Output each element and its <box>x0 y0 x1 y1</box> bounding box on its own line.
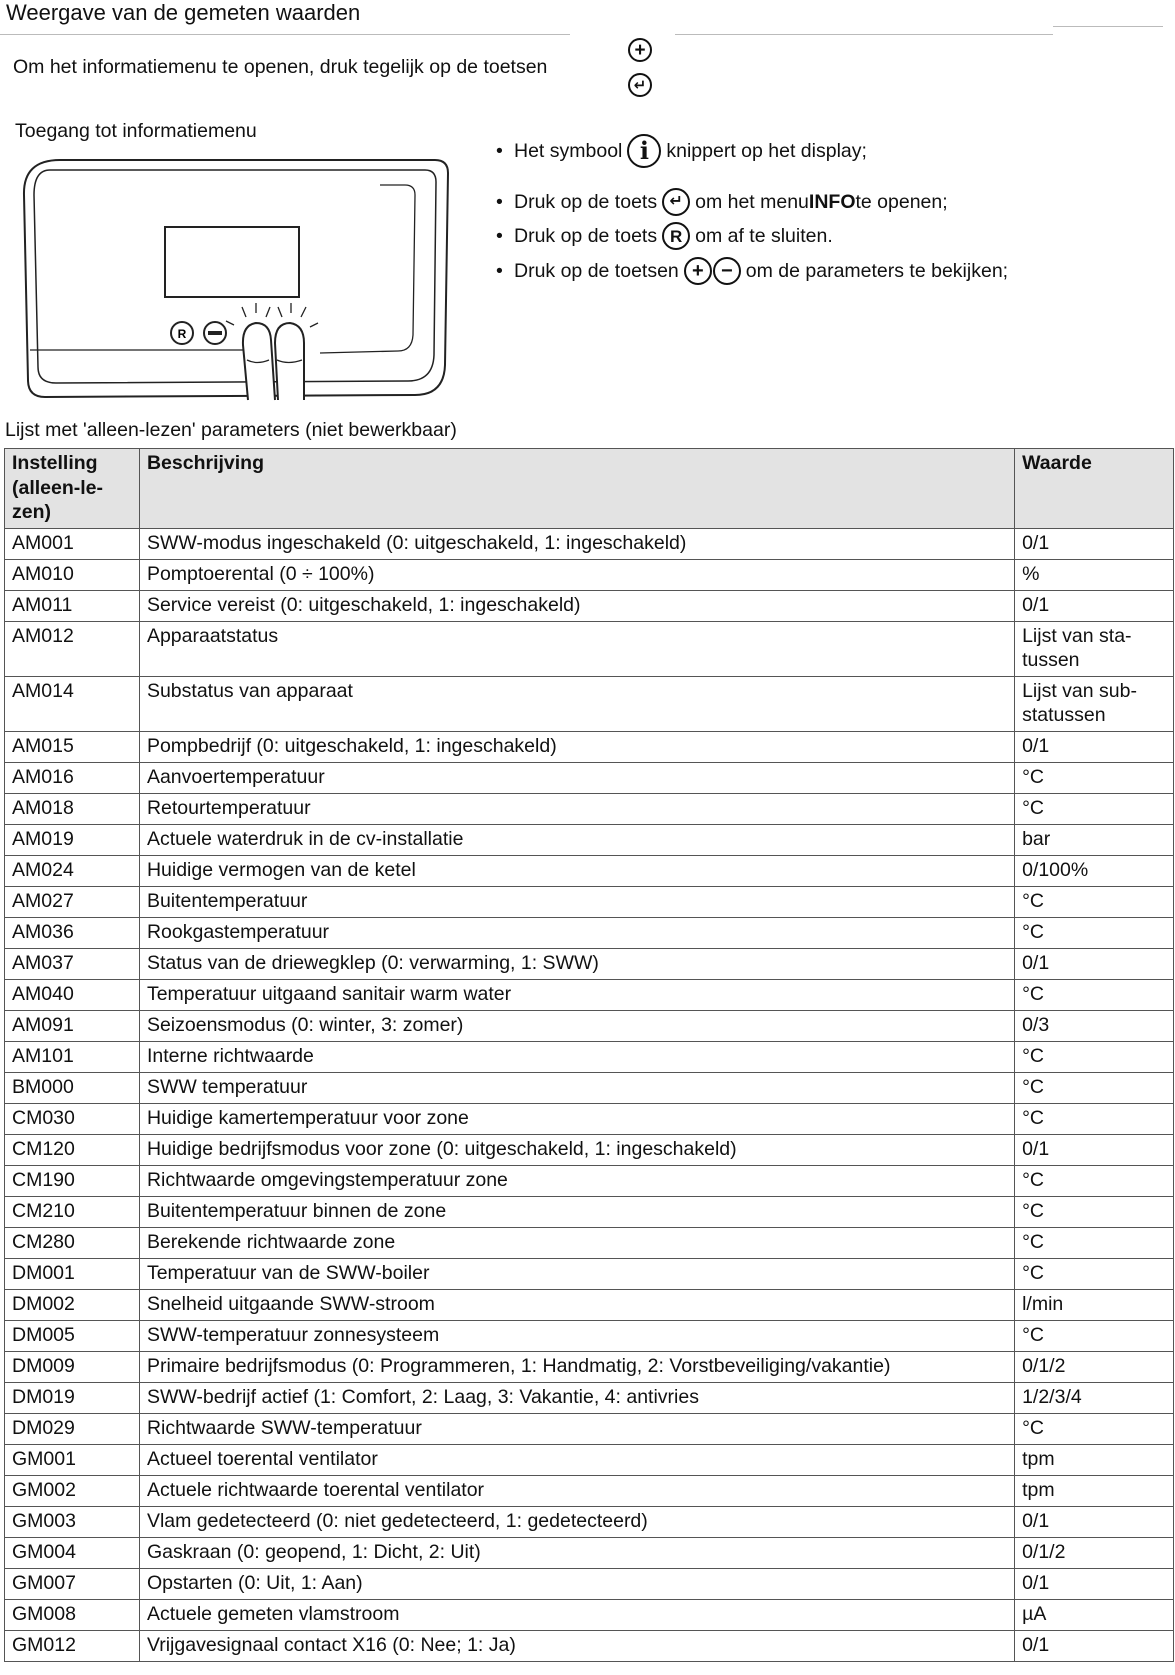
setting-code: GM002 <box>5 1475 140 1506</box>
table-row <box>5 731 1174 762</box>
setting-description: SWW-temperatuur zonnesysteem <box>139 1320 1014 1351</box>
setting-value: °C <box>1015 1165 1174 1196</box>
table-row <box>5 559 1174 590</box>
setting-code: GM003 <box>5 1506 140 1537</box>
setting-description: Service vereist (0: uitgeschakeld, 1: ingeschakeld) <box>139 590 1014 621</box>
setting-description: SWW-bedrijf actief (1: Comfort, 2: Laag, 3: Vakantie, 4: antivries <box>139 1382 1014 1413</box>
setting-value: l/min <box>1015 1289 1174 1320</box>
setting-code: AM018 <box>5 793 140 824</box>
title-divider-right <box>675 34 1053 35</box>
table-row <box>5 621 1174 676</box>
instruction-item: • Het symbool i knippert op het display; <box>496 134 867 168</box>
setting-value: °C <box>1015 1320 1174 1351</box>
table-row <box>5 824 1174 855</box>
table-row <box>5 590 1174 621</box>
setting-code: AM016 <box>5 762 140 793</box>
column-header-setting: Instelling (alleen-le-zen) <box>5 449 140 529</box>
table-row <box>5 1382 1174 1413</box>
setting-code: AM101 <box>5 1041 140 1072</box>
setting-value: 0/1 <box>1015 1506 1174 1537</box>
setting-code: AM011 <box>5 590 140 621</box>
table-row <box>5 979 1174 1010</box>
setting-value: tpm <box>1015 1444 1174 1475</box>
setting-description: Huidige kamertemperatuur voor zone <box>139 1103 1014 1134</box>
setting-description: SWW-modus ingeschakeld (0: uitgeschakeld, 1: ingeschakeld) <box>139 528 1014 559</box>
table-row <box>5 948 1174 979</box>
enter-key-icon: ↵ <box>628 73 652 97</box>
parameter-table <box>4 448 1174 1662</box>
setting-description: Buitentemperatuur <box>139 886 1014 917</box>
setting-description: Snelheid uitgaande SWW-stroom <box>139 1289 1014 1320</box>
setting-description: Richtwaarde SWW-temperatuur <box>139 1413 1014 1444</box>
setting-code: DM005 <box>5 1320 140 1351</box>
setting-code: CM030 <box>5 1103 140 1134</box>
setting-value: °C <box>1015 1103 1174 1134</box>
setting-code: DM019 <box>5 1382 140 1413</box>
setting-description: Buitentemperatuur binnen de zone <box>139 1196 1014 1227</box>
column-header-description: Beschrijving <box>139 449 1014 529</box>
setting-description: Aanvoertemperatuur <box>139 762 1014 793</box>
table-row <box>5 1258 1174 1289</box>
table-row <box>5 1630 1174 1661</box>
setting-code: GM001 <box>5 1444 140 1475</box>
table-row <box>5 1010 1174 1041</box>
access-heading: Toegang tot informatiemenu <box>15 120 257 142</box>
setting-description: Status van de driewegklep (0: verwarming, 1: SWW) <box>139 948 1014 979</box>
setting-code: AM014 <box>5 676 140 731</box>
setting-value: 0/1/2 <box>1015 1537 1174 1568</box>
minus-key-icon: − <box>713 257 741 285</box>
setting-code: GM007 <box>5 1568 140 1599</box>
table-row <box>5 1103 1174 1134</box>
setting-description: Berekende richtwaarde zone <box>139 1227 1014 1258</box>
table-row <box>5 528 1174 559</box>
setting-value: °C <box>1015 1413 1174 1444</box>
plus-key-icon: + <box>628 38 652 62</box>
table-row <box>5 855 1174 886</box>
setting-code: AM024 <box>5 855 140 886</box>
table-row <box>5 1537 1174 1568</box>
setting-code: CM120 <box>5 1134 140 1165</box>
setting-code: AM036 <box>5 917 140 948</box>
table-row <box>5 762 1174 793</box>
setting-description: Actuele waterdruk in de cv-installatie <box>139 824 1014 855</box>
header-rule <box>1053 26 1163 27</box>
setting-description: Temperatuur van de SWW-boiler <box>139 1258 1014 1289</box>
setting-description: Opstarten (0: Uit, 1: Aan) <box>139 1568 1014 1599</box>
title-divider <box>0 34 570 35</box>
table-row <box>5 1041 1174 1072</box>
setting-description: Temperatuur uitgaand sanitair warm water <box>139 979 1014 1010</box>
setting-code: DM029 <box>5 1413 140 1444</box>
setting-code: AM037 <box>5 948 140 979</box>
table-row <box>5 1320 1174 1351</box>
setting-code: AM012 <box>5 621 140 676</box>
table-row <box>5 1444 1174 1475</box>
table-row <box>5 886 1174 917</box>
table-row <box>5 1413 1174 1444</box>
setting-description: Retourtemperatuur <box>139 793 1014 824</box>
setting-description: Richtwaarde omgevingstemperatuur zone <box>139 1165 1014 1196</box>
r-key-label: R <box>177 327 187 341</box>
setting-value: 0/1 <box>1015 948 1174 979</box>
instruction-item: • Druk op de toetsen + − om de parameters te bekijken; <box>496 257 1008 285</box>
setting-value: tpm <box>1015 1475 1174 1506</box>
setting-value: 0/3 <box>1015 1010 1174 1041</box>
table-row <box>5 1227 1174 1258</box>
setting-value: °C <box>1015 1227 1174 1258</box>
control-panel-illustration <box>20 155 450 405</box>
table-row <box>5 1134 1174 1165</box>
setting-value: °C <box>1015 1196 1174 1227</box>
reset-key-icon: R <box>662 222 690 250</box>
setting-description: SWW temperatuur <box>139 1072 1014 1103</box>
setting-value: 0/1 <box>1015 590 1174 621</box>
table-row <box>5 1072 1174 1103</box>
setting-code: CM280 <box>5 1227 140 1258</box>
table-row <box>5 1165 1174 1196</box>
setting-code: DM002 <box>5 1289 140 1320</box>
setting-code: GM008 <box>5 1599 140 1630</box>
setting-description: Substatus van apparaat <box>139 676 1014 731</box>
setting-code: AM001 <box>5 528 140 559</box>
setting-value: °C <box>1015 917 1174 948</box>
setting-description: Huidige vermogen van de ketel <box>139 855 1014 886</box>
setting-value: 0/1 <box>1015 731 1174 762</box>
table-caption: Lijst met 'alleen-lezen' parameters (niet bewerkbaar) <box>5 419 457 441</box>
setting-value: °C <box>1015 1041 1174 1072</box>
setting-description: Gaskraan (0: geopend, 1: Dicht, 2: Uit) <box>139 1537 1014 1568</box>
setting-description: Interne richtwaarde <box>139 1041 1014 1072</box>
setting-description: Vlam gedetecteerd (0: niet gedetecteerd, 1: gedetecteerd) <box>139 1506 1014 1537</box>
table-row <box>5 1568 1174 1599</box>
setting-description: Actuele richtwaarde toerental ventilator <box>139 1475 1014 1506</box>
setting-code: AM027 <box>5 886 140 917</box>
setting-value: 1/2/3/4 <box>1015 1382 1174 1413</box>
setting-code: AM091 <box>5 1010 140 1041</box>
table-row <box>5 1506 1174 1537</box>
table-row <box>5 1289 1174 1320</box>
setting-value: Lijst van sub-statussen <box>1015 676 1174 731</box>
table-header-row <box>5 449 1174 529</box>
setting-code: AM040 <box>5 979 140 1010</box>
setting-value: °C <box>1015 979 1174 1010</box>
setting-code: AM015 <box>5 731 140 762</box>
setting-value: 0/1 <box>1015 528 1174 559</box>
setting-code: AM010 <box>5 559 140 590</box>
table-row <box>5 1475 1174 1506</box>
setting-code: BM000 <box>5 1072 140 1103</box>
setting-value: Lijst van sta-tussen <box>1015 621 1174 676</box>
setting-value: % <box>1015 559 1174 590</box>
table-row <box>5 1599 1174 1630</box>
enter-key-icon: ↵ <box>662 188 690 216</box>
setting-code: GM004 <box>5 1537 140 1568</box>
setting-description: Pomptoerental (0 ÷ 100%) <box>139 559 1014 590</box>
setting-description: Rookgastemperatuur <box>139 917 1014 948</box>
setting-value: °C <box>1015 793 1174 824</box>
setting-description: Primaire bedrijfsmodus (0: Programmeren, 1: Handmatig, 2: Vorstbeveiliging/vakantie) <box>139 1351 1014 1382</box>
setting-code: GM012 <box>5 1630 140 1661</box>
setting-description: Seizoensmodus (0: winter, 3: zomer) <box>139 1010 1014 1041</box>
setting-code: DM001 <box>5 1258 140 1289</box>
setting-value: 0/100% <box>1015 855 1174 886</box>
setting-value: °C <box>1015 886 1174 917</box>
setting-description: Actuele gemeten vlamstroom <box>139 1599 1014 1630</box>
instruction-item: • Druk op de toets R om af te sluiten. <box>496 222 833 250</box>
table-row <box>5 676 1174 731</box>
setting-description: Huidige bedrijfsmodus voor zone (0: uitgeschakeld, 1: ingeschakeld) <box>139 1134 1014 1165</box>
setting-value: bar <box>1015 824 1174 855</box>
table-row <box>5 793 1174 824</box>
instruction-item: • Druk op de toets ↵ om het menu INFO te openen; <box>496 188 948 216</box>
table-row <box>5 917 1174 948</box>
setting-code: AM019 <box>5 824 140 855</box>
setting-value: 0/1/2 <box>1015 1351 1174 1382</box>
setting-code: CM190 <box>5 1165 140 1196</box>
setting-description: Pompbedrijf (0: uitgeschakeld, 1: ingeschakeld) <box>139 731 1014 762</box>
table-row <box>5 1196 1174 1227</box>
setting-value: µA <box>1015 1599 1174 1630</box>
setting-value: °C <box>1015 1072 1174 1103</box>
setting-value: 0/1 <box>1015 1630 1174 1661</box>
setting-description: Apparaatstatus <box>139 621 1014 676</box>
info-icon: i <box>627 134 661 168</box>
setting-value: 0/1 <box>1015 1134 1174 1165</box>
intro-text: Om het informatiemenu te openen, druk tegelijk op de toetsen <box>13 56 548 78</box>
setting-description: Actueel toerental ventilator <box>139 1444 1014 1475</box>
setting-code: DM009 <box>5 1351 140 1382</box>
page-title: Weergave van de gemeten waarden <box>6 0 361 25</box>
setting-value: 0/1 <box>1015 1568 1174 1599</box>
setting-description: Vrijgavesignaal contact X16 (0: Nee; 1: Ja) <box>139 1630 1014 1661</box>
setting-value: °C <box>1015 1258 1174 1289</box>
setting-value: °C <box>1015 762 1174 793</box>
plus-key-icon: + <box>684 257 712 285</box>
setting-code: CM210 <box>5 1196 140 1227</box>
table-row <box>5 1351 1174 1382</box>
column-header-value: Waarde <box>1015 449 1174 529</box>
